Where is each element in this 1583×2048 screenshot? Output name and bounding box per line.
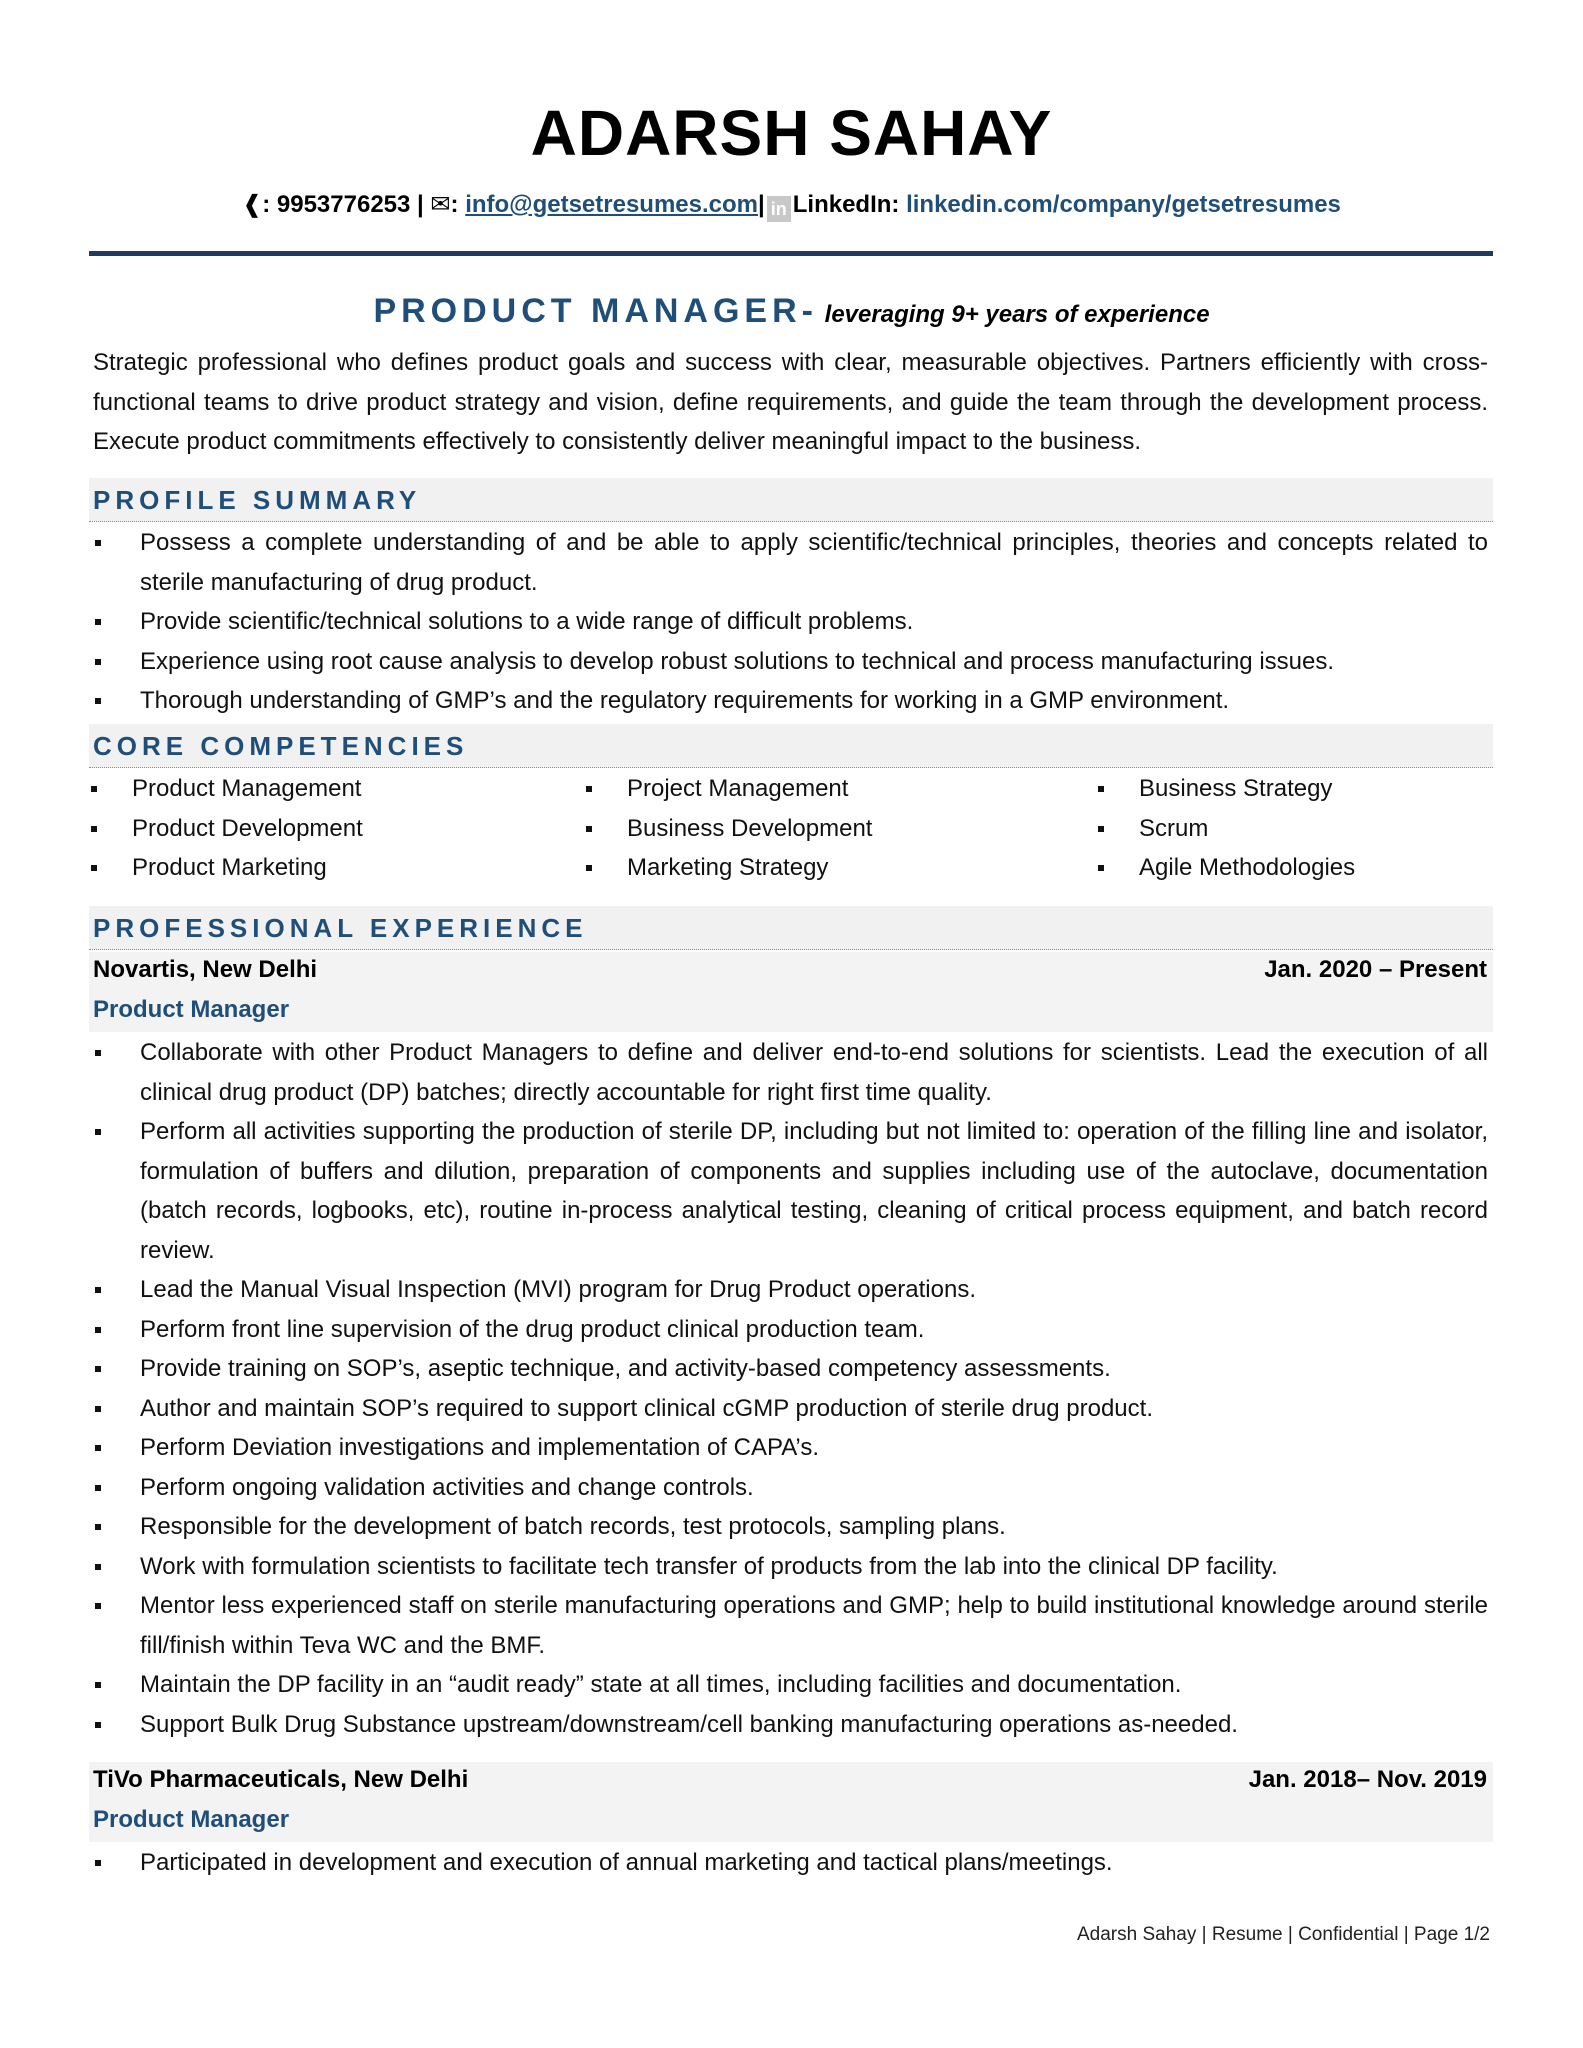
list-item: Possess a complete understanding of and be able to apply scientific/technical principles, theories and concepts related to sterile manufacturing of drug product.	[93, 523, 1488, 602]
contact-line	[0, 190, 1583, 222]
list-item: Business Development	[584, 809, 872, 849]
list-item: Product Management	[89, 769, 363, 809]
section-title: CORE COMPETENCIES	[93, 731, 469, 761]
linkedin-link[interactable]: linkedin.com/company/getsetresumes	[906, 191, 1341, 218]
list-item: Scrum	[1096, 809, 1355, 849]
section-title: PROFILE SUMMARY	[93, 485, 422, 515]
role-tagline: leveraging 9+ years of experience	[818, 301, 1210, 328]
job-bullets-novartis	[93, 1033, 1488, 1744]
candidate-name: ADARSH SAHAY	[530, 97, 1053, 169]
email-label: :	[450, 191, 466, 218]
job-dates: Jan. 2020 – Present	[1264, 956, 1487, 983]
headline	[0, 292, 1583, 331]
competency-column-1	[89, 769, 363, 888]
summary-paragraph: Strategic professional who defines product goals and success with clear, measurable objectives. Partners efficiently with cross-functional teams to drive product strategy and vision, define requirements, and guide the team through the development process. Execute product commitments effectively to consistently deliver meaningful impact to the business.	[93, 349, 1488, 455]
section-header-professional-experience	[89, 906, 1493, 950]
list-item: Mentor less experienced staff on sterile manufacturing operations and GMP; help to build institutional knowledge around sterile fill/finish within Teva WC and the BMF.	[93, 1586, 1488, 1665]
list-item: Perform Deviation investigations and implementation of CAPA’s.	[93, 1428, 1488, 1468]
email-link[interactable]: info@getsetresumes.com	[465, 191, 759, 218]
list-item: Perform all activities supporting the production of sterile DP, including but not limited to: operation of the filling line and isolator, formulation of buffers and dilution, preparation of components and supplies including use of the autoclave, documentation (batch records, logbooks, etc), routine in-process analytical testing, cleaning of critical process equipment, and batch record review.	[93, 1112, 1488, 1270]
list-item: Product Development	[89, 809, 363, 849]
list-item: Project Management	[584, 769, 872, 809]
profile-summary-list	[93, 523, 1488, 721]
email-icon: ✉	[430, 191, 451, 218]
list-item: Marketing Strategy	[584, 848, 872, 888]
page-footer: Adarsh Sahay | Resume | Confidential | Page 1/2	[1077, 1924, 1490, 1945]
section-title: PROFESSIONAL EXPERIENCE	[93, 913, 588, 943]
competency-column-2	[584, 769, 872, 888]
job-title: Product Manager	[93, 1806, 290, 1833]
linkedin-label: LinkedIn:	[792, 191, 907, 218]
job-header-novartis	[89, 952, 1493, 1032]
linkedin-icon: in	[767, 196, 791, 222]
list-item: Provide scientific/technical solutions to a wide range of difficult problems.	[93, 602, 1488, 642]
list-item: Experience using root cause analysis to develop robust solutions to technical and process manufacturing issues.	[93, 642, 1488, 682]
competency-column-3	[1096, 769, 1355, 888]
list-item: Collaborate with other Product Managers to define and deliver end-to-end solutions for scientists. Lead the execution of all clinical drug product (DP) batches; directly accountable for right first time quality.	[93, 1033, 1488, 1112]
list-item: Participated in development and execution of annual marketing and tactical plans/meetings.	[93, 1843, 1488, 1883]
phone-text: ❰: 9953776253 |	[242, 191, 431, 218]
company-name: TiVo Pharmaceuticals, New Delhi	[93, 1766, 469, 1793]
job-header-tivo	[89, 1762, 1493, 1842]
list-item: Work with formulation scientists to facilitate tech transfer of products from the lab into the clinical DP facility.	[93, 1547, 1488, 1587]
job-title: Product Manager	[93, 996, 290, 1023]
list-item: Business Strategy	[1096, 769, 1355, 809]
list-item: Agile Methodologies	[1096, 848, 1355, 888]
list-item: Perform ongoing validation activities and change controls.	[93, 1468, 1488, 1508]
list-item: Perform front line supervision of the drug product clinical production team.	[93, 1310, 1488, 1350]
list-item: Support Bulk Drug Substance upstream/downstream/cell banking manufacturing operations as-needed.	[93, 1705, 1488, 1745]
role-title: PRODUCT MANAGER-	[373, 292, 818, 330]
list-item: Provide training on SOP’s, aseptic technique, and activity-based competency assessments.	[93, 1349, 1488, 1389]
list-item: Maintain the DP facility in an “audit ready” state at all times, including facilities and documentation.	[93, 1665, 1488, 1705]
list-item: Author and maintain SOP’s required to support clinical cGMP production of sterile drug product.	[93, 1389, 1488, 1429]
section-header-profile-summary	[89, 478, 1493, 522]
job-dates: Jan. 2018– Nov. 2019	[1248, 1766, 1487, 1793]
header-divider	[89, 251, 1493, 256]
job-bullets-tivo	[93, 1843, 1488, 1883]
list-item: Product Marketing	[89, 848, 363, 888]
contact-separator: |	[758, 191, 765, 218]
list-item: Responsible for the development of batch records, test protocols, sampling plans.	[93, 1507, 1488, 1547]
list-item: Lead the Manual Visual Inspection (MVI) program for Drug Product operations.	[93, 1270, 1488, 1310]
section-header-core-competencies	[89, 724, 1493, 768]
company-name: Novartis, New Delhi	[93, 956, 318, 983]
list-item: Thorough understanding of GMP’s and the regulatory requirements for working in a GMP environment.	[93, 681, 1488, 721]
